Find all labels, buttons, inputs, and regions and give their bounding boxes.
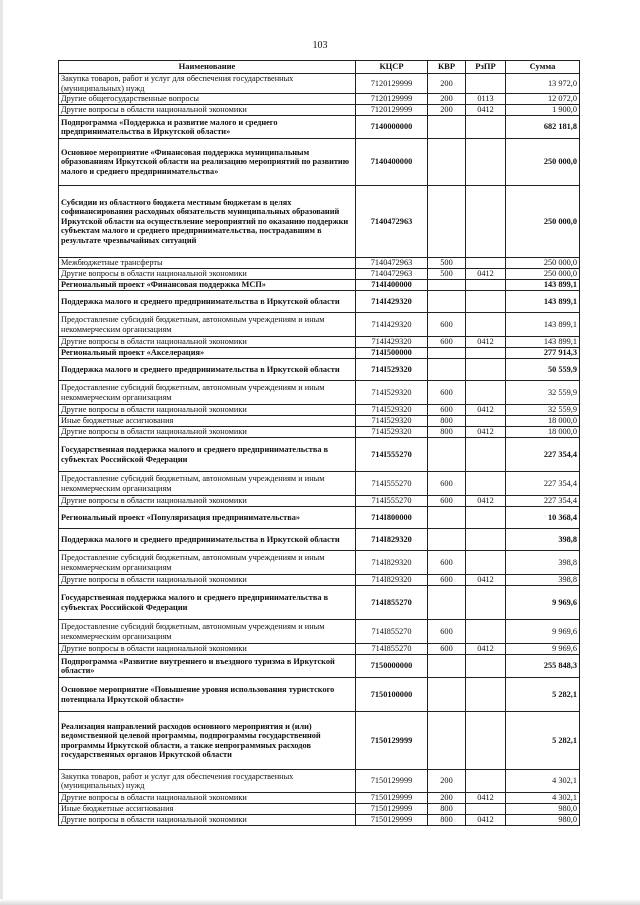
cell-code: 714I855270 (356, 620, 428, 644)
cell-rz (466, 472, 506, 496)
cell-sum: 9 969,6 (506, 586, 580, 620)
cell-sum: 4 302,1 (506, 793, 580, 804)
cell-name: Региональный проект «Популяризация предпринимательства» (59, 507, 356, 529)
cell-rz (466, 529, 506, 551)
table-row (59, 139, 580, 186)
table-row (59, 416, 580, 427)
cell-code: 714I429320 (356, 337, 428, 348)
cell-kvr (428, 438, 466, 472)
table-row (59, 280, 580, 291)
cell-rz (466, 804, 506, 815)
cell-name: Субсидии из областного бюджета местным бюджетам в целях софинансирования расходных обязательств муниципальных образований Иркутской области на осуществление мероприятий по оказанию поддержки субъектам малого и среднего предпринимательства, пострадавшим в результате чрезвычайных ситуаций (59, 186, 356, 258)
cell-sum: 9 969,6 (506, 620, 580, 644)
cell-name: Поддержка малого и среднего предпринимательства в Иркутской области (59, 359, 356, 381)
cell-name: Поддержка малого и среднего предпринимательства в Иркутской области (59, 529, 356, 551)
cell-name: Другие вопросы в области национальной экономики (59, 337, 356, 348)
cell-code: 7120129999 (356, 94, 428, 105)
cell-sum: 250 000,0 (506, 139, 580, 186)
cell-code: 714I800000 (356, 507, 428, 529)
cell-kvr (428, 348, 466, 359)
cell-rz: 0412 (466, 427, 506, 438)
table-row (59, 529, 580, 551)
cell-kvr: 200 (428, 74, 466, 94)
cell-sum: 9 969,6 (506, 644, 580, 655)
cell-rz (466, 348, 506, 359)
cell-kvr: 500 (428, 269, 466, 280)
header-sum: Сумма (506, 61, 580, 74)
cell-rz: 0113 (466, 94, 506, 105)
cell-sum: 250 000,0 (506, 269, 580, 280)
table-row (59, 678, 580, 712)
table-row (59, 655, 580, 678)
header-kvr: КВР (428, 61, 466, 74)
cell-sum: 10 368,4 (506, 507, 580, 529)
cell-kvr: 200 (428, 105, 466, 116)
cell-name: Другие вопросы в области национальной экономики (59, 405, 356, 416)
cell-name: Предоставление субсидий бюджетным, автономным учреждениям и иным некоммерческим организациям (59, 313, 356, 337)
cell-kvr (428, 507, 466, 529)
cell-rz (466, 280, 506, 291)
cell-rz (466, 313, 506, 337)
cell-rz (466, 770, 506, 793)
cell-code: 7140472963 (356, 186, 428, 258)
cell-sum: 250 000,0 (506, 258, 580, 269)
cell-rz: 0412 (466, 105, 506, 116)
cell-kvr (428, 291, 466, 313)
cell-kvr (428, 712, 466, 770)
cell-name: Государственная поддержка малого и среднего предпринимательства в субъектах Российской Федерации (59, 586, 356, 620)
cell-kvr: 600 (428, 575, 466, 586)
cell-code: 714I529320 (356, 405, 428, 416)
cell-rz (466, 416, 506, 427)
cell-sum: 143 899,1 (506, 337, 580, 348)
table-row (59, 712, 580, 770)
cell-name: Предоставление субсидий бюджетным, автономным учреждениям и иным некоммерческим организациям (59, 620, 356, 644)
header-name: Наименование (59, 61, 356, 74)
cell-code: 714I855270 (356, 586, 428, 620)
table-row (59, 291, 580, 313)
cell-sum: 1 900,0 (506, 105, 580, 116)
cell-kvr (428, 139, 466, 186)
cell-code: 714I529320 (356, 381, 428, 405)
table-row (59, 770, 580, 793)
cell-rz: 0412 (466, 405, 506, 416)
table-row (59, 348, 580, 359)
cell-sum: 398,8 (506, 575, 580, 586)
cell-rz (466, 678, 506, 712)
cell-rz: 0412 (466, 644, 506, 655)
cell-rz (466, 551, 506, 575)
cell-sum: 143 899,1 (506, 291, 580, 313)
cell-code: 7150000000 (356, 655, 428, 678)
cell-code: 714I829320 (356, 575, 428, 586)
table-row (59, 507, 580, 529)
cell-rz: 0412 (466, 793, 506, 804)
cell-rz (466, 258, 506, 269)
cell-kvr (428, 186, 466, 258)
cell-name: Другие вопросы в области национальной экономики (59, 105, 356, 116)
cell-kvr: 800 (428, 427, 466, 438)
table-row (59, 575, 580, 586)
cell-code: 7150129999 (356, 793, 428, 804)
table-row (59, 186, 580, 258)
cell-code: 714I429320 (356, 291, 428, 313)
cell-rz (466, 186, 506, 258)
cell-code: 714I429320 (356, 313, 428, 337)
table-row (59, 644, 580, 655)
cell-code: 7140000000 (356, 116, 428, 139)
table-row (59, 551, 580, 575)
cell-name: Другие вопросы в области национальной экономики (59, 496, 356, 507)
cell-code: 714I500000 (356, 348, 428, 359)
table-row (59, 116, 580, 139)
cell-sum: 255 848,3 (506, 655, 580, 678)
cell-sum: 277 914,3 (506, 348, 580, 359)
cell-sum: 250 000,0 (506, 186, 580, 258)
cell-code: 714I529320 (356, 416, 428, 427)
table-row (59, 381, 580, 405)
cell-kvr: 200 (428, 770, 466, 793)
cell-code: 7150129999 (356, 712, 428, 770)
cell-sum: 227 354,4 (506, 438, 580, 472)
table-row (59, 337, 580, 348)
cell-sum: 398,8 (506, 551, 580, 575)
cell-code: 714I855270 (356, 644, 428, 655)
cell-kvr (428, 280, 466, 291)
cell-code: 7140472963 (356, 258, 428, 269)
cell-rz: 0412 (466, 496, 506, 507)
cell-name: Иные бюджетные ассигнования (59, 416, 356, 427)
cell-sum: 143 899,1 (506, 280, 580, 291)
cell-rz (466, 655, 506, 678)
table-row (59, 815, 580, 826)
cell-sum: 13 972,0 (506, 74, 580, 94)
cell-kvr (428, 359, 466, 381)
cell-name: Другие вопросы в области национальной экономики (59, 427, 356, 438)
table-row (59, 105, 580, 116)
table-row (59, 496, 580, 507)
cell-rz (466, 74, 506, 94)
cell-rz: 0412 (466, 337, 506, 348)
cell-sum: 12 072,0 (506, 94, 580, 105)
cell-kvr: 800 (428, 416, 466, 427)
cell-rz (466, 381, 506, 405)
cell-kvr (428, 586, 466, 620)
cell-kvr (428, 655, 466, 678)
cell-name: Другие вопросы в области национальной экономики (59, 269, 356, 280)
cell-rz (466, 291, 506, 313)
table-row (59, 472, 580, 496)
table-row (59, 804, 580, 815)
cell-kvr: 600 (428, 405, 466, 416)
table-body (59, 74, 580, 826)
cell-name: Реализация направлений расходов основного мероприятия и (или) ведомственной целевой программы, подпрограммы государственной программы Иркутской области, а также непрограммных расходов государственных органов Иркутской области (59, 712, 356, 770)
cell-sum: 32 559,9 (506, 405, 580, 416)
cell-code: 7150129999 (356, 804, 428, 815)
cell-rz (466, 712, 506, 770)
cell-name: Другие вопросы в области национальной экономики (59, 793, 356, 804)
cell-rz: 0412 (466, 269, 506, 280)
cell-sum: 5 282,1 (506, 712, 580, 770)
page-number: 103 (312, 40, 328, 51)
header-rz: РзПР (466, 61, 506, 74)
cell-name: Межбюджетные трансферты (59, 258, 356, 269)
cell-name: Основное мероприятие «Финансовая поддержка муниципальным образованиям Иркутской области на реализацию мероприятий по развитию малого и среднего предпринимательства» (59, 139, 356, 186)
cell-name: Другие вопросы в области национальной экономики (59, 644, 356, 655)
cell-rz (466, 116, 506, 139)
cell-code: 714I529320 (356, 359, 428, 381)
table-row (59, 586, 580, 620)
table-row (59, 620, 580, 644)
cell-name: Поддержка малого и среднего предпринимательства в Иркутской области (59, 291, 356, 313)
cell-code: 714I829320 (356, 529, 428, 551)
cell-name: Региональный проект «Финансовая поддержка МСП» (59, 280, 356, 291)
header-code: КЦСР (356, 61, 428, 74)
cell-kvr: 200 (428, 793, 466, 804)
cell-name: Региональный проект «Акселерация» (59, 348, 356, 359)
cell-code: 7150129999 (356, 815, 428, 826)
cell-sum: 4 302,1 (506, 770, 580, 793)
cell-kvr: 600 (428, 472, 466, 496)
cell-sum: 227 354,4 (506, 496, 580, 507)
cell-kvr: 600 (428, 644, 466, 655)
cell-kvr (428, 529, 466, 551)
table-row (59, 405, 580, 416)
scan-left-edge (0, 0, 3, 905)
cell-code: 7120129999 (356, 105, 428, 116)
cell-code: 714I555270 (356, 438, 428, 472)
cell-sum: 980,0 (506, 815, 580, 826)
cell-sum: 682 181,8 (506, 116, 580, 139)
cell-kvr (428, 678, 466, 712)
cell-code: 714I829320 (356, 551, 428, 575)
cell-kvr: 600 (428, 337, 466, 348)
cell-sum: 32 559,9 (506, 381, 580, 405)
cell-sum: 227 354,4 (506, 472, 580, 496)
cell-name: Закупка товаров, работ и услуг для обеспечения государственных (муниципальных) нужд (59, 770, 356, 793)
cell-kvr: 200 (428, 94, 466, 105)
table-row (59, 74, 580, 94)
table-row (59, 258, 580, 269)
cell-name: Другие вопросы в области национальной экономики (59, 575, 356, 586)
table-row (59, 269, 580, 280)
cell-name: Государственная поддержка малого и среднего предпринимательства в субъектах Российской Федерации (59, 438, 356, 472)
cell-name: Другие общегосударственные вопросы (59, 94, 356, 105)
table-row (59, 94, 580, 105)
scan-bottom-edge (0, 899, 640, 905)
cell-sum: 18 000,0 (506, 416, 580, 427)
cell-name: Закупка товаров, работ и услуг для обеспечения государственных (муниципальных) нужд (59, 74, 356, 94)
cell-code: 7150100000 (356, 678, 428, 712)
cell-sum: 5 282,1 (506, 678, 580, 712)
cell-name: Подпрограмма «Развитие внутреннего и въездного туризма в Иркутской области» (59, 655, 356, 678)
cell-kvr (428, 116, 466, 139)
cell-code: 714I400000 (356, 280, 428, 291)
cell-rz (466, 507, 506, 529)
cell-sum: 980,0 (506, 804, 580, 815)
cell-kvr: 600 (428, 381, 466, 405)
cell-kvr: 600 (428, 496, 466, 507)
cell-code: 714I529320 (356, 427, 428, 438)
cell-name: Другие вопросы в области национальной экономики (59, 815, 356, 826)
cell-rz: 0412 (466, 815, 506, 826)
cell-code: 7120129999 (356, 74, 428, 94)
cell-kvr: 500 (428, 258, 466, 269)
cell-rz (466, 620, 506, 644)
cell-name: Подпрограмма «Поддержка и развитие малого и среднего предпринимательства в Иркутской области» (59, 116, 356, 139)
cell-name: Иные бюджетные ассигнования (59, 804, 356, 815)
table-row (59, 313, 580, 337)
table-row (59, 793, 580, 804)
cell-kvr: 800 (428, 815, 466, 826)
cell-rz (466, 586, 506, 620)
cell-kvr: 600 (428, 313, 466, 337)
cell-code: 714I555270 (356, 496, 428, 507)
cell-code: 714I555270 (356, 472, 428, 496)
cell-name: Предоставление субсидий бюджетным, автономным учреждениям и иным некоммерческим организациям (59, 381, 356, 405)
cell-name: Основное мероприятие «Повышение уровня использования туристского потенциала Иркутской области» (59, 678, 356, 712)
cell-rz (466, 359, 506, 381)
table-row (59, 359, 580, 381)
cell-kvr: 600 (428, 620, 466, 644)
table-row (59, 438, 580, 472)
cell-kvr: 600 (428, 551, 466, 575)
cell-code: 7140400000 (356, 139, 428, 186)
cell-rz (466, 438, 506, 472)
cell-name: Предоставление субсидий бюджетным, автономным учреждениям и иным некоммерческим организациям (59, 472, 356, 496)
cell-rz (466, 139, 506, 186)
budget-table (58, 60, 580, 826)
cell-code: 7150129999 (356, 770, 428, 793)
cell-rz: 0412 (466, 575, 506, 586)
cell-name: Предоставление субсидий бюджетным, автономным учреждениям и иным некоммерческим организациям (59, 551, 356, 575)
cell-sum: 50 559,9 (506, 359, 580, 381)
cell-sum: 398,8 (506, 529, 580, 551)
cell-sum: 143 899,1 (506, 313, 580, 337)
table-header-row (59, 61, 580, 74)
cell-sum: 18 000,0 (506, 427, 580, 438)
table-row (59, 427, 580, 438)
cell-kvr: 800 (428, 804, 466, 815)
cell-code: 7140472963 (356, 269, 428, 280)
